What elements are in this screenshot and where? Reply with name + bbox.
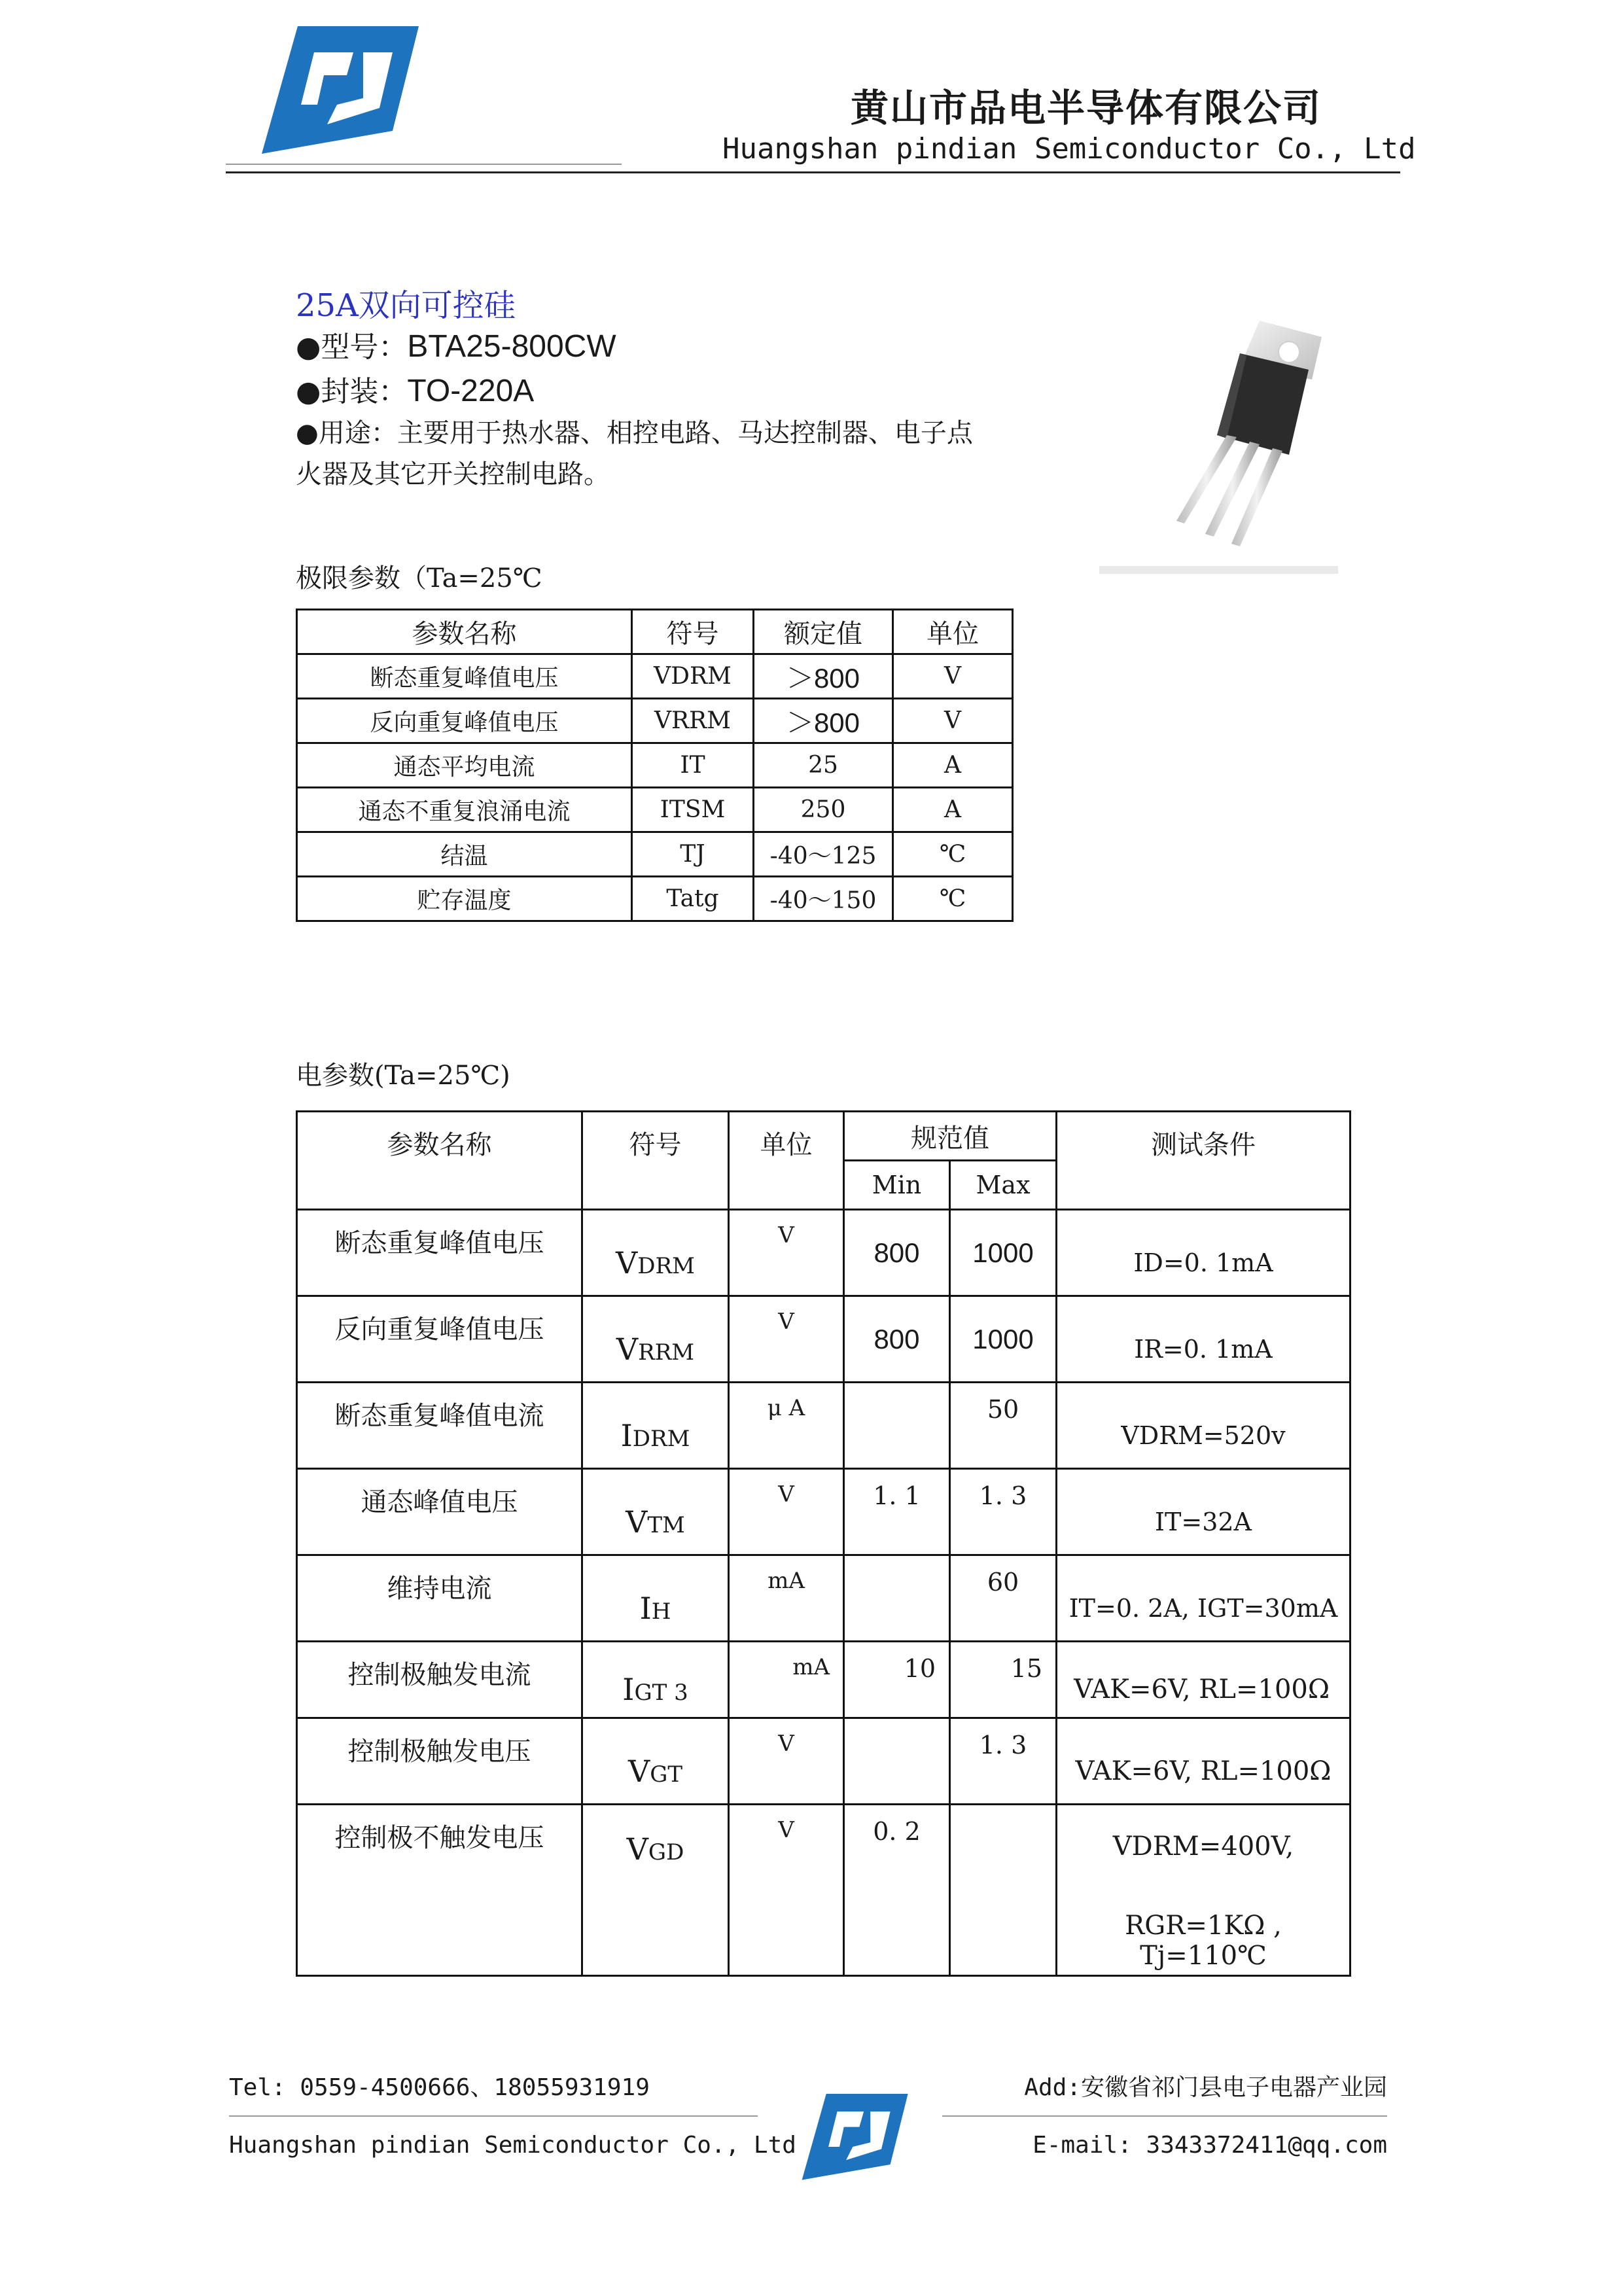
min-cell: 10	[844, 1642, 950, 1718]
param-name: 控制极不触发电压	[297, 1805, 582, 1976]
table-cell: VDRM	[632, 654, 754, 699]
header-cell: Min	[844, 1161, 950, 1210]
condition-cell: ID=0. 1mA	[1057, 1210, 1350, 1296]
electrical-title: 电参数(Ta=25℃)	[296, 1061, 510, 1091]
condition-line-2: RGR=1KΩ , Tj=110℃	[1125, 1911, 1282, 1971]
footer-tel: Tel: 0559-4500666、18055931919	[229, 2074, 650, 2101]
table-cell: Tatg	[632, 877, 754, 921]
footer-address: Add:安徽省祁门县电子电器产业园	[1024, 2074, 1387, 2101]
symbol-subscript: GT	[650, 1761, 683, 1788]
table-row	[297, 1718, 1350, 1805]
package-line	[296, 368, 534, 410]
table-cell: 结温	[297, 832, 632, 877]
table-cell: VRRM	[632, 699, 754, 743]
symbol-letter: V	[626, 1831, 648, 1867]
condition-cell	[1057, 1805, 1350, 1976]
symbol-letter: I	[620, 1417, 633, 1453]
param-name: 断态重复峰值电压	[297, 1210, 582, 1296]
table-cell: ℃	[893, 832, 1013, 877]
table-row	[297, 1383, 1350, 1469]
symbol-letter: V	[616, 1245, 638, 1280]
table-row	[297, 877, 1013, 921]
unit-cell: μ A	[729, 1383, 844, 1469]
max-cell: 1. 3	[950, 1469, 1057, 1555]
header-rule-left	[226, 164, 622, 165]
condition-cell: IT=32A	[1057, 1469, 1350, 1555]
symbol-subscript: H	[651, 1598, 671, 1625]
symbol-subscript: DRM	[632, 1425, 690, 1452]
header-cell: 参数名称	[297, 610, 632, 654]
footer-logo-icon	[802, 2094, 913, 2182]
model-line	[296, 323, 616, 365]
usage-line-1: ●用途：主要用于热水器、相控电路、马达控制器、电子点	[296, 418, 973, 448]
table-cell: 断态重复峰值电压	[297, 654, 632, 699]
max-cell: 15	[950, 1642, 1057, 1718]
param-name: 断态重复峰值电流	[297, 1383, 582, 1469]
min-cell	[844, 1555, 950, 1642]
symbol-letter: V	[626, 1504, 648, 1540]
condition-line-1: VDRM=400V,	[1112, 1831, 1294, 1862]
symbol-subscript: DRM	[637, 1252, 695, 1279]
table-cell: A	[893, 743, 1013, 788]
table-cell: ＞800	[754, 699, 893, 743]
param-name: 反向重复峰值电压	[297, 1296, 582, 1383]
header-cell: 额定值	[754, 610, 893, 654]
table-cell: 通态平均电流	[297, 743, 632, 788]
table-cell: ℃	[893, 877, 1013, 921]
header-rule	[226, 171, 1400, 173]
company-logo-icon	[262, 26, 425, 157]
header-cell: 符号	[582, 1112, 729, 1210]
table-row	[297, 788, 1013, 832]
max-cell: 1. 3	[950, 1718, 1057, 1805]
electrical-table	[296, 1110, 1351, 1977]
company-name-cn: 黄山市品电半导体有限公司	[851, 86, 1322, 130]
table-cell: 反向重复峰值电压	[297, 699, 632, 743]
company-name-en: Huangshan pindian Semiconductor Co., Ltd	[722, 132, 1416, 166]
table-row	[297, 1296, 1350, 1383]
unit-cell: V	[729, 1296, 844, 1383]
min-cell	[844, 1383, 950, 1469]
package-label: ●封装：	[296, 375, 408, 408]
header-cell: Max	[950, 1161, 1057, 1210]
table-row	[297, 1210, 1350, 1296]
min-cell: 800	[844, 1296, 950, 1383]
footer-company-en: Huangshan pindian Semiconductor Co., Ltd	[229, 2132, 796, 2159]
param-name: 维持电流	[297, 1555, 582, 1642]
max-cell: 1000	[950, 1210, 1057, 1296]
min-cell: 0. 2	[844, 1805, 950, 1976]
model-label: ●型号：	[296, 330, 408, 364]
footer-rule-right	[942, 2115, 1387, 2117]
table-header-row	[297, 1112, 1350, 1161]
table-row	[297, 832, 1013, 877]
symbol-letter: V	[627, 1753, 650, 1789]
unit-cell: V	[729, 1718, 844, 1805]
symbol-cell	[582, 1805, 729, 1976]
symbol-cell	[582, 1296, 729, 1383]
symbol-letter: I	[639, 1590, 652, 1626]
table-cell: -40～125	[754, 832, 893, 877]
model-value: BTA25-800CW	[407, 329, 616, 364]
limits-table	[296, 609, 1014, 922]
condition-cell: VAK=6V, RL=100Ω	[1057, 1642, 1350, 1718]
param-name: 通态峰值电压	[297, 1469, 582, 1555]
product-title: 25A双向可控硅	[296, 287, 516, 324]
table-row	[297, 1805, 1350, 1976]
table-cell: V	[893, 654, 1013, 699]
max-cell	[950, 1805, 1057, 1976]
usage-line-2: 火器及其它开关控制电路。	[296, 459, 610, 489]
symbol-cell	[582, 1555, 729, 1642]
min-cell: 800	[844, 1210, 950, 1296]
condition-cell: VDRM=520v	[1057, 1383, 1350, 1469]
table-cell: 250	[754, 788, 893, 832]
min-cell	[844, 1718, 950, 1805]
unit-cell: V	[729, 1805, 844, 1976]
table-cell: -40～150	[754, 877, 893, 921]
footer-email: E-mail: 3343372411@qq.com	[1033, 2132, 1387, 2159]
condition-cell: IR=0. 1mA	[1057, 1296, 1350, 1383]
unit-cell: V	[729, 1469, 844, 1555]
header-cell: 符号	[632, 610, 754, 654]
max-cell: 50	[950, 1383, 1057, 1469]
symbol-cell	[582, 1642, 729, 1718]
symbol-subscript: GD	[648, 1839, 684, 1865]
table-cell: IT	[632, 743, 754, 788]
symbol-cell	[582, 1718, 729, 1805]
limits-title: 极限参数（Ta=25℃	[296, 563, 542, 593]
symbol-letter: V	[616, 1331, 639, 1367]
table-row	[297, 1469, 1350, 1555]
header-cell: 测试条件	[1057, 1112, 1350, 1210]
symbol-subscript: TM	[647, 1511, 685, 1538]
table-row	[297, 699, 1013, 743]
table-cell: ＞800	[754, 654, 893, 699]
header-cell: 单位	[729, 1112, 844, 1210]
header-cell: 参数名称	[297, 1112, 582, 1210]
max-cell: 1000	[950, 1296, 1057, 1383]
table-cell: 25	[754, 743, 893, 788]
table-cell: 贮存温度	[297, 877, 632, 921]
condition-cell: VAK=6V, RL=100Ω	[1057, 1718, 1350, 1805]
table-cell: TJ	[632, 832, 754, 877]
table-row	[297, 743, 1013, 788]
min-cell: 1. 1	[844, 1469, 950, 1555]
table-cell: ITSM	[632, 788, 754, 832]
unit-cell: V	[729, 1210, 844, 1296]
table-cell: V	[893, 699, 1013, 743]
max-cell: 60	[950, 1555, 1057, 1642]
table-cell: 通态不重复浪涌电流	[297, 788, 632, 832]
unit-cell: mA	[729, 1555, 844, 1642]
footer-rule-left	[229, 2115, 758, 2117]
symbol-subscript: GT 3	[634, 1680, 688, 1706]
header-cell: 单位	[893, 610, 1013, 654]
condition-cell: IT=0. 2A, IGT=30mA	[1057, 1555, 1350, 1642]
param-name: 控制极触发电流	[297, 1642, 582, 1718]
symbol-cell	[582, 1383, 729, 1469]
table-header-row	[297, 610, 1013, 654]
table-row	[297, 1555, 1350, 1642]
symbol-cell	[582, 1210, 729, 1296]
package-value: TO-220A	[407, 374, 535, 408]
table-cell: A	[893, 788, 1013, 832]
unit-cell: mA	[729, 1642, 844, 1718]
symbol-subscript: RRM	[638, 1339, 695, 1366]
header-cell: 规范值	[844, 1112, 1057, 1161]
param-name: 控制极触发电压	[297, 1718, 582, 1805]
to220-package-photo	[1099, 301, 1348, 576]
symbol-cell	[582, 1469, 729, 1555]
symbol-letter: I	[622, 1672, 635, 1707]
table-row	[297, 1642, 1350, 1718]
table-row	[297, 654, 1013, 699]
